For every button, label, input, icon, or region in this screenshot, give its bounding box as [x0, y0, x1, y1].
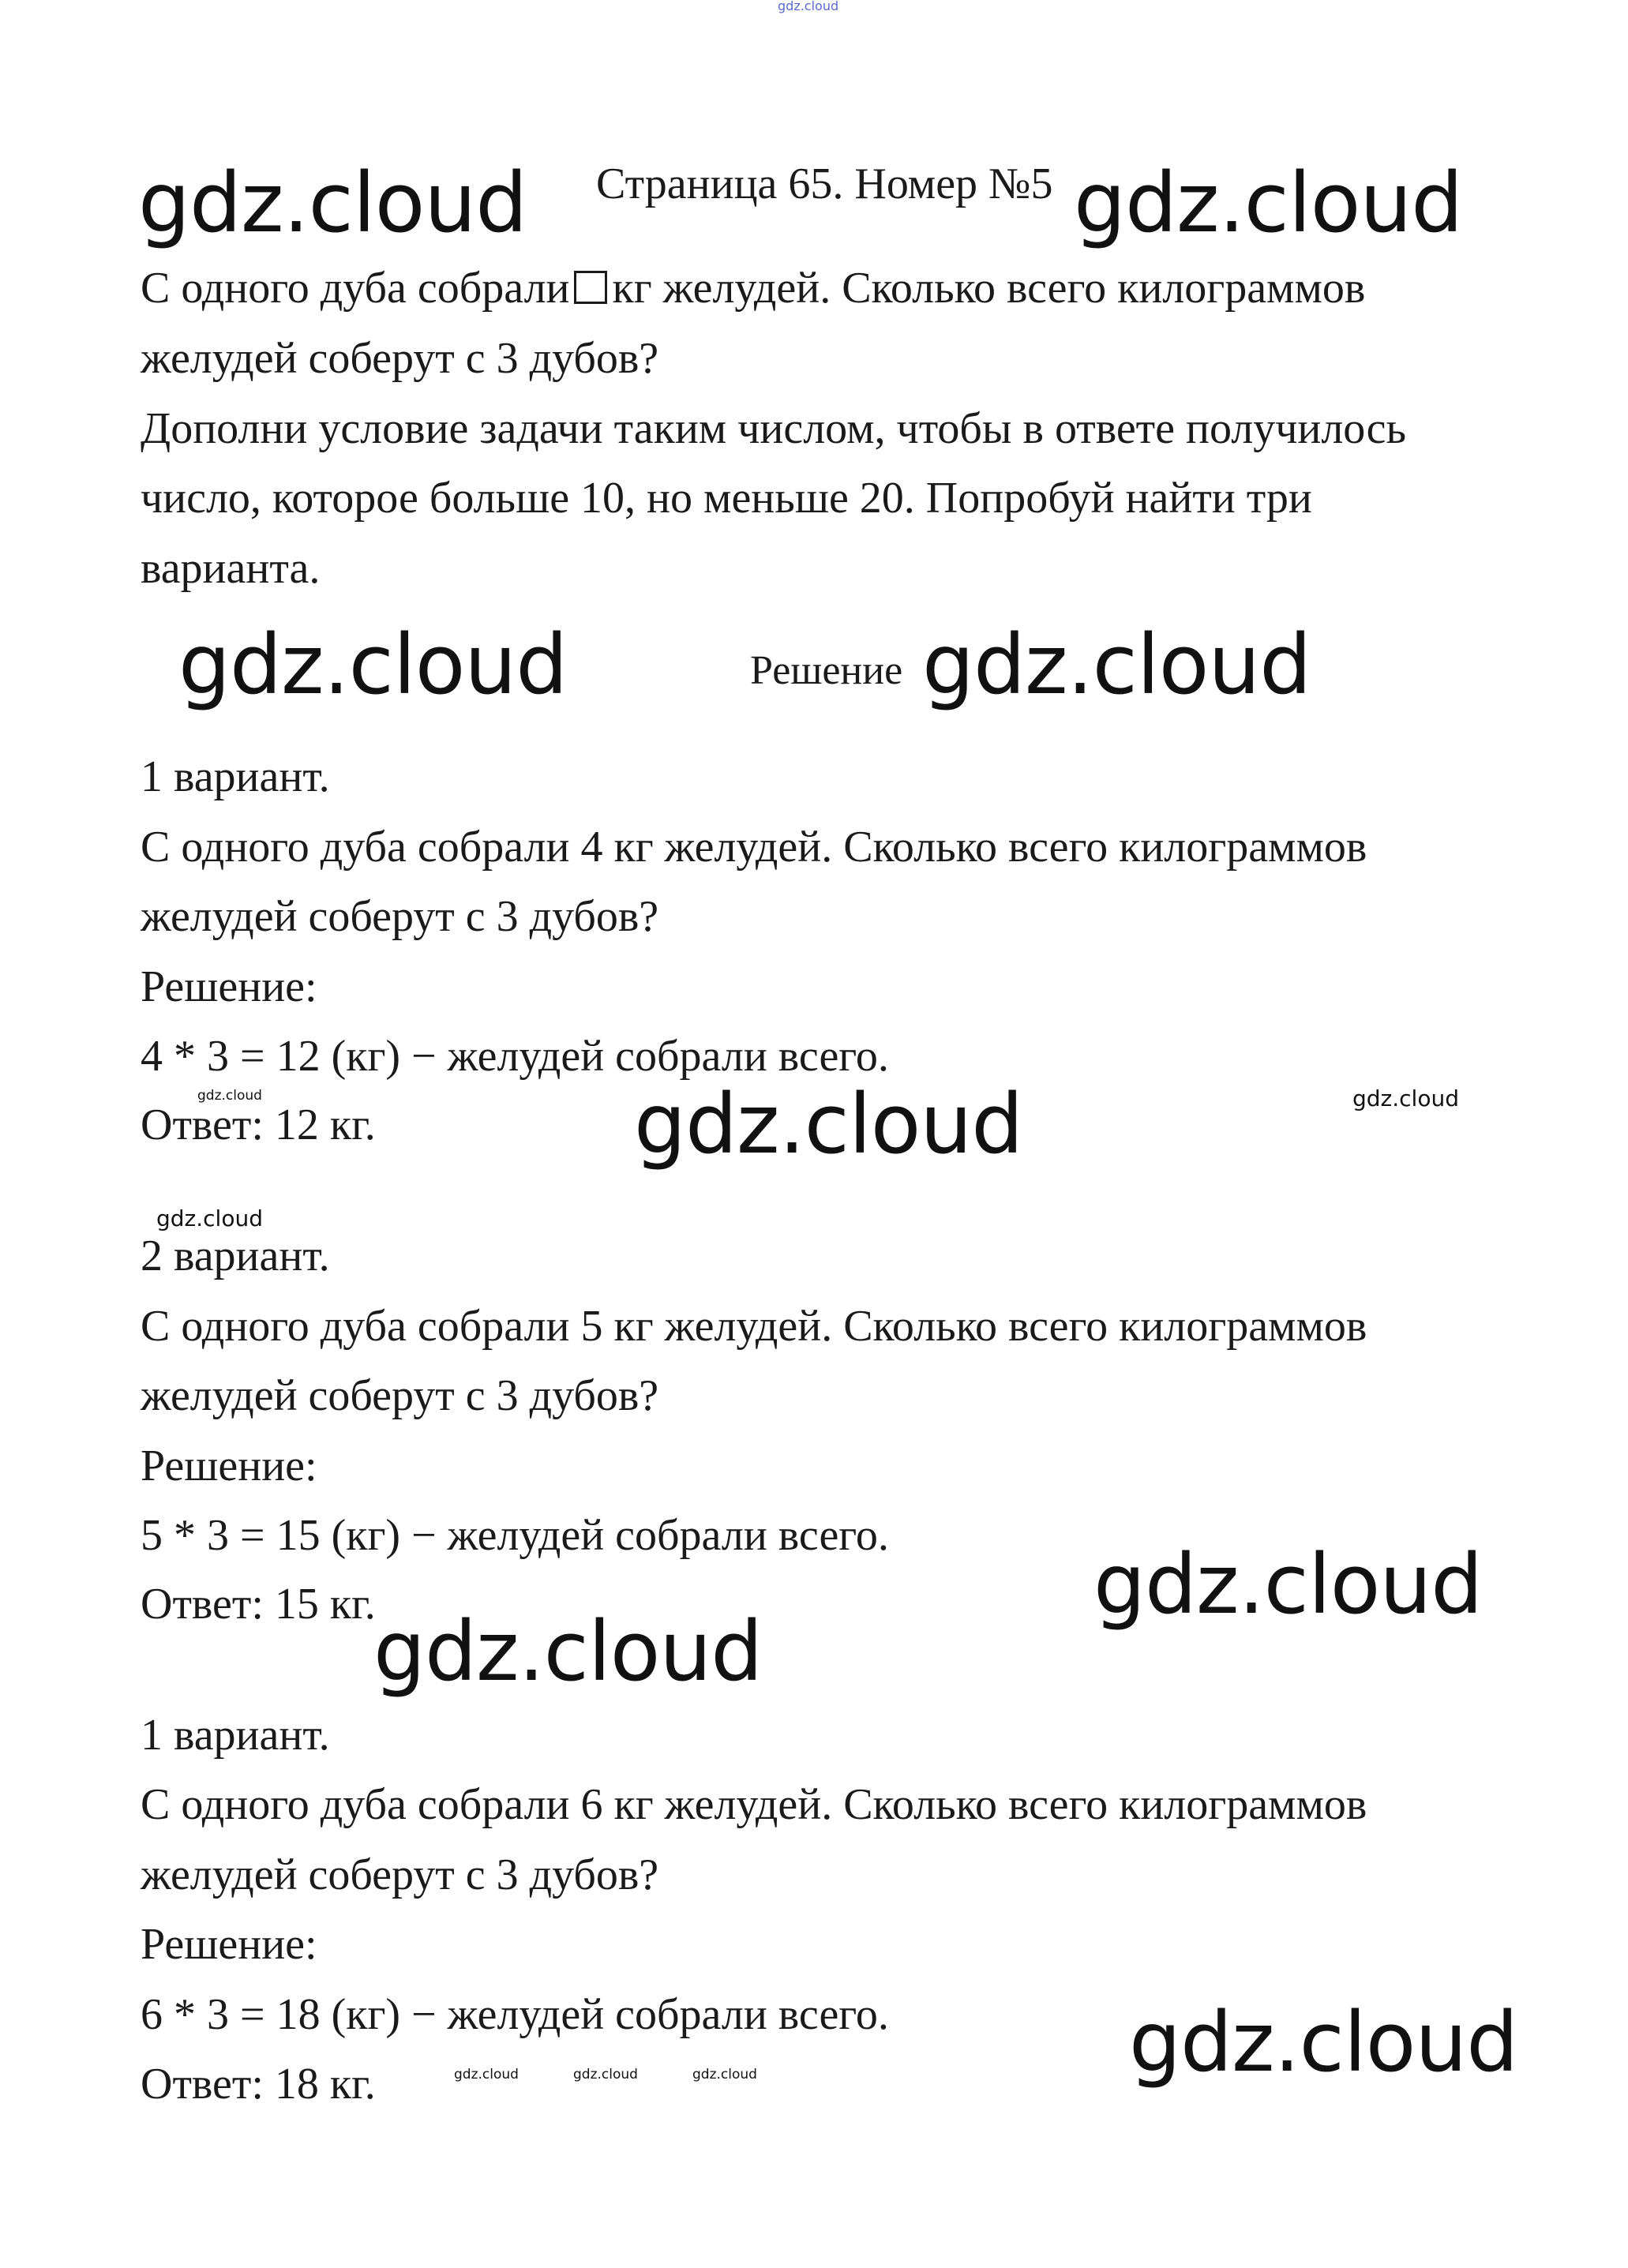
answer: Ответ: 18 кг. — [141, 2060, 376, 2109]
watermark: gdz.cloud — [692, 2067, 757, 2082]
watermark: gdz.cloud — [634, 1076, 1023, 1172]
calculation: 5 * 3 = 15 (кг) − желудей собрали всего. — [141, 1511, 889, 1560]
solution-label: Решение: — [141, 962, 317, 1011]
variant-text: желудей соберут с 3 дубов? — [141, 1371, 659, 1420]
watermark: gdz.cloud — [454, 2067, 519, 2082]
variant-heading: 1 вариант. — [141, 752, 330, 801]
watermark: gdz.cloud — [778, 0, 839, 13]
answer: Ответ: 15 кг. — [141, 1580, 376, 1629]
watermark: gdz.cloud — [197, 1088, 262, 1104]
variant-text: желудей соберут с 3 дубов? — [141, 892, 659, 941]
watermark: gdz.cloud — [1074, 155, 1463, 251]
solution-label: Решение: — [141, 1920, 317, 1969]
problem-line: число, которое больше 10, но меньше 20. Попробуй найти три — [141, 474, 1312, 523]
answer: Ответ: 12 кг. — [141, 1100, 376, 1149]
variant-text: С одного дуба собрали 6 кг желудей. Сколько всего килограммов — [141, 1780, 1367, 1829]
calculation: 4 * 3 = 12 (кг) − желудей собрали всего. — [141, 1032, 889, 1081]
variant-text: С одного дуба собрали 4 кг желудей. Сколько всего килограммов — [141, 823, 1367, 872]
watermark: gdz.cloud — [138, 155, 527, 251]
watermark: gdz.cloud — [1129, 1994, 1518, 2090]
solution-label: Решение: — [141, 1441, 317, 1490]
page-title: Страница 65. Номер №5 — [596, 159, 1053, 208]
empty-box-icon — [574, 271, 607, 304]
watermark: gdz.cloud — [178, 617, 568, 713]
calculation: 6 * 3 = 18 (кг) − желудей собрали всего. — [141, 1990, 889, 2039]
watermark: gdz.cloud — [573, 2067, 638, 2082]
problem-line: варианта. — [141, 544, 321, 593]
problem-text: С одного дуба собрали — [141, 264, 570, 313]
variant-text: С одного дуба собрали 5 кг желудей. Сколько всего килограммов — [141, 1302, 1367, 1351]
variant-heading: 2 вариант. — [141, 1231, 330, 1280]
variant-heading: 1 вариант. — [141, 1711, 330, 1760]
problem-line — [141, 264, 1366, 313]
watermark: gdz.cloud — [1352, 1085, 1459, 1112]
watermark: gdz.cloud — [373, 1603, 763, 1700]
variant-text: желудей соберут с 3 дубов? — [141, 1850, 659, 1899]
problem-line: желудей соберут с 3 дубов? — [141, 334, 659, 383]
watermark: gdz.cloud — [1093, 1536, 1483, 1633]
watermark: gdz.cloud — [156, 1205, 263, 1231]
problem-line: Дополни условие задачи таким числом, чтобы в ответе получилось — [141, 404, 1407, 453]
solution-heading: Решение — [750, 648, 903, 693]
watermark: gdz.cloud — [922, 617, 1311, 713]
problem-text: кг желудей. Сколько всего килограммов — [612, 264, 1366, 313]
